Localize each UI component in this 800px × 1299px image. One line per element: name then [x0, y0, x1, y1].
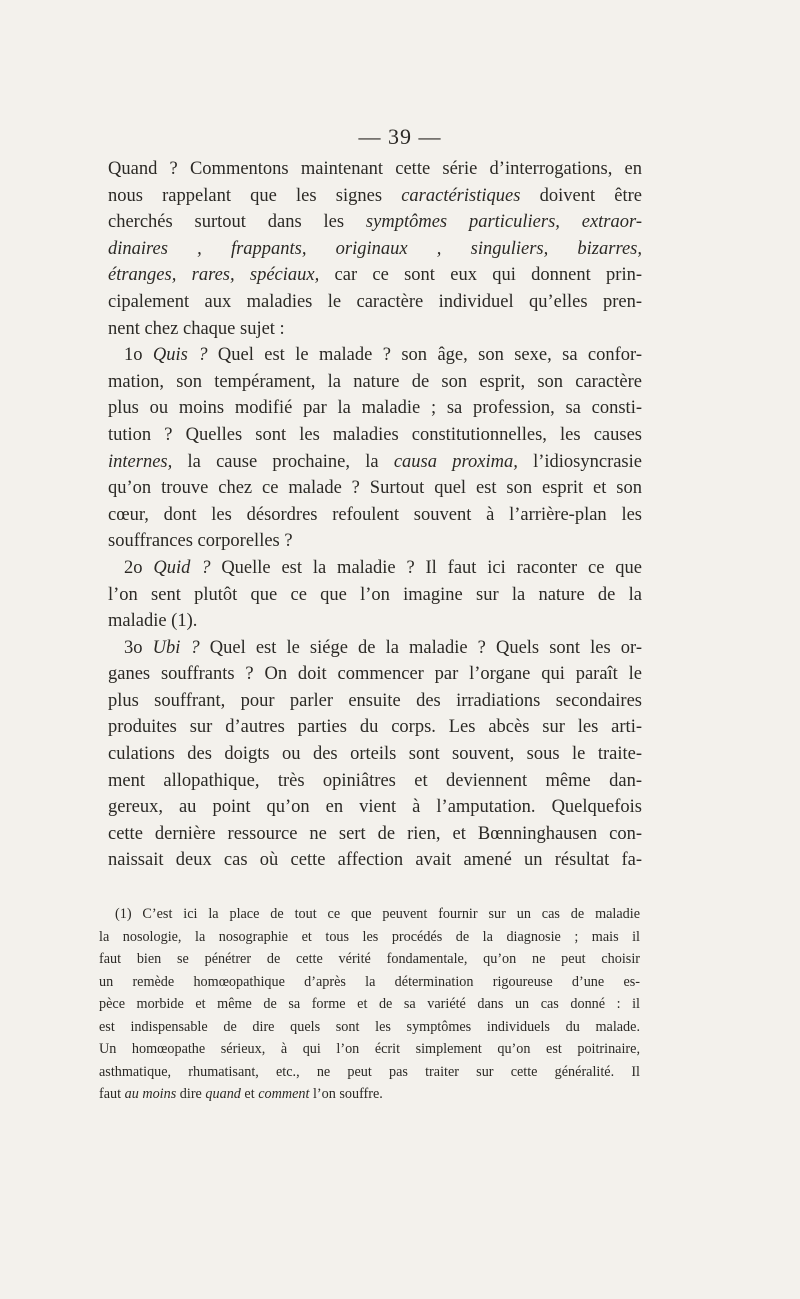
text-line: culations des doigts ou des orteils sont souvent, sous le traite- — [108, 744, 642, 765]
footnote-line: asthmatique, rhumatisant, etc., ne peut pas traiter sur cette généralité. Il — [99, 1063, 640, 1080]
text-line: 1o Quis ? Quel est le malade ? son âge, son sexe, sa confor- — [124, 345, 642, 366]
footnote-line: faut bien se pénétrer de cette vérité fondamentale, qu’on ne peut choisir — [99, 951, 640, 967]
text-line: tution ? Quelles sont les maladies constitutionnelles, les causes — [108, 424, 642, 445]
text-line: qu’on trouve chez ce malade ? Surtout quel est son esprit et son — [108, 478, 642, 499]
footnote-line: (1) C’est ici la place de tout ce que peuvent fournir sur un cas de maladie — [115, 906, 640, 922]
footnote-line: la nosologie, la nosographie et tous les procédés de la diagnosie ; mais il — [99, 928, 640, 945]
text-line: plus ou moins modifié par la maladie ; sa profession, sa consti- — [108, 398, 642, 419]
text-line: cœur, dont les désordres refoulent souvent à l’arrière-plan les — [108, 504, 642, 525]
text-line: souffrances corporelles ? — [108, 531, 293, 552]
footnote — [99, 903, 640, 1106]
text-line: gereux, au point qu’on en vient à l’amputation. Quelquefois — [108, 797, 642, 818]
text-line: mation, son tempérament, la nature de son esprit, son caractère — [108, 371, 642, 392]
text-line: naissait deux cas où cette affection avait amené un résultat fa- — [108, 850, 642, 871]
text-line: 3o Ubi ? Quel est le siége de la maladie ? Quels sont les or- — [124, 637, 642, 658]
text-line: internes, la cause prochaine, la causa proxima, l’idiosyncrasie — [108, 451, 642, 472]
text-line: nous rappelant que les signes caractéristiques doivent être — [108, 185, 642, 206]
text-line: maladie (1). — [108, 611, 198, 632]
text-line: ganes souffrants ? On doit commencer par l’organe qui paraît le — [108, 664, 642, 685]
footnote-line: pèce morbide et même de sa forme et de sa variété dans un cas donné : il — [99, 996, 640, 1012]
page-number: — 39 — — [358, 124, 442, 149]
footnote-line: est indispensable de dire quels sont les symptômes individuels du malade. — [99, 1018, 640, 1035]
text-line: cette dernière ressource ne sert de rien, et Bœnninghausen con- — [108, 823, 642, 844]
text-line: cherchés surtout dans les symptômes particuliers, extraor- — [108, 212, 642, 233]
text-line: l’on sent plutôt que ce que l’on imagine sur la nature de la — [108, 584, 642, 605]
text-line: cipalement aux maladies le caractère individuel qu’elles pren- — [108, 291, 642, 312]
text-line: ment allopathique, très opiniâtres et deviennent même dan- — [108, 770, 642, 791]
text-line: 2o Quid ? Quelle est la maladie ? Il faut ici raconter ce que — [124, 557, 642, 578]
text-line: plus souffrant, pour parler ensuite des irradiations secondaires — [108, 690, 642, 711]
text-line: Quand ? Commentons maintenant cette série d’interrogations, en — [108, 159, 642, 179]
footnote-line: un remède homœopathique d’après la détermination rigoureuse d’une es- — [99, 973, 640, 990]
text-line: dinaires , frappants, originaux , singuliers, bizarres, — [108, 238, 642, 259]
text-line: étranges, rares, spéciaux, car ce sont eux qui donnent prin- — [108, 265, 642, 286]
text-line: produites sur d’autres parties du corps. Les abcès sur les arti- — [108, 717, 642, 738]
text-line: nent chez chaque sujet : — [108, 318, 285, 339]
body-text — [108, 156, 642, 874]
footnote-line: Un homœopathe sérieux, à qui l’on écrit simplement qu’on est poitrinaire, — [99, 1041, 640, 1057]
footnote-line: faut au moins dire quand et comment l’on souffre. — [99, 1086, 383, 1102]
